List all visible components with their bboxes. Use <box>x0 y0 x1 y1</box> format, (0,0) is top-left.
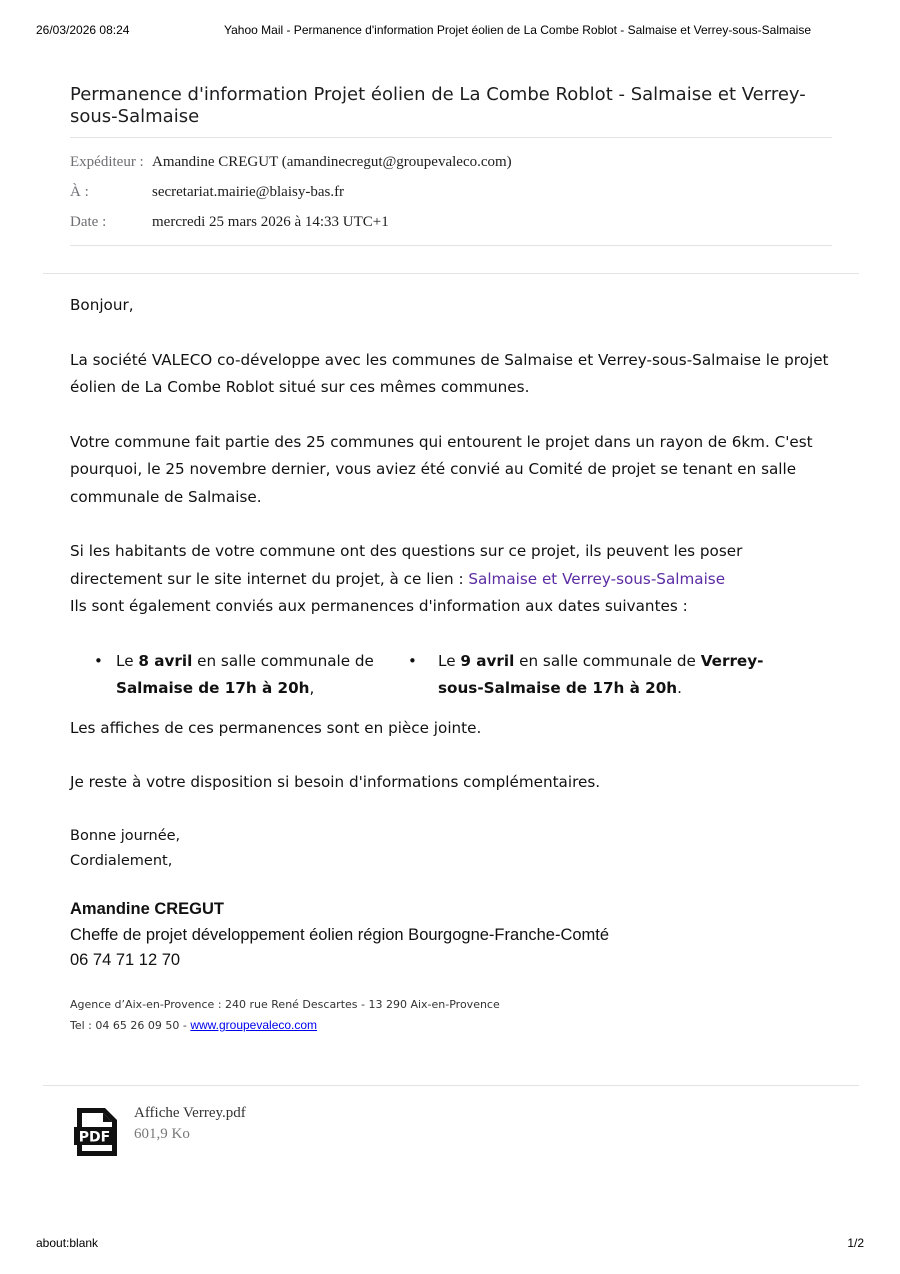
attachment-filename[interactable]: Affiche Verrey.pdf <box>134 1105 246 1121</box>
to-label: À : <box>70 184 89 200</box>
pdf-icon-label: PDF <box>78 1129 111 1146</box>
signature-agency: Agence d’Aix-en-Provence : 240 rue René Descartes - 13 290 Aix-en-Provence <box>70 998 500 1011</box>
email-meta <box>70 151 830 241</box>
bullet1-pre: Le <box>116 651 139 670</box>
meta-from-row <box>70 151 830 181</box>
print-url: about:blank <box>36 1236 99 1250</box>
to-value[interactable]: secretariat.mairie@blaisy-bas.fr <box>152 184 345 200</box>
meta-date-row <box>70 211 830 241</box>
print-footer <box>36 1236 864 1252</box>
attachment-divider <box>43 1085 859 1086</box>
bullet2-pre: Le <box>438 651 461 670</box>
bullet1-end: , <box>309 679 315 697</box>
date-value: mercredi 25 mars 2026 à 14:33 UTC+1 <box>152 214 389 230</box>
meta-to-row <box>70 181 830 211</box>
body-paragraph-5: Je reste à votre disposition si besoin d'informations complémentaires. <box>70 773 601 791</box>
print-datetime: 26/03/2026 08:24 <box>36 23 130 37</box>
email-subject: Permanence d'information Projet éolien de La Combe Roblot - Salmaise et Verrey-sous-Salmaise <box>70 84 806 127</box>
bullet2-mid: en salle communale de <box>514 651 701 670</box>
website-link[interactable]: www.groupevaleco.com <box>190 1018 318 1032</box>
signature-phone: 06 74 71 12 70 <box>70 951 181 969</box>
permanence-dates-list <box>70 648 830 703</box>
signature-tel-text: Tel : 04 65 26 09 50 - <box>70 1019 191 1032</box>
signature-tel <box>70 1018 317 1032</box>
bullet2-place-time: Verrey-sous-Salmaise de 17h à 20h <box>438 651 764 697</box>
closing-line-1: Bonne journée, <box>70 827 181 844</box>
list-item <box>392 648 768 703</box>
signature-role: Cheffe de projet développement éolien région Bourgogne-Franche-Comté <box>70 926 610 944</box>
from-value[interactable]: Amandine CREGUT (amandinecregut@groupevaleco.com) <box>152 154 512 170</box>
header-body-divider <box>43 273 859 274</box>
date-label: Date : <box>70 214 107 230</box>
subject-divider <box>70 137 832 138</box>
print-header <box>36 23 864 39</box>
meta-divider <box>70 245 832 246</box>
p3-after: Ils sont également conviés aux permanences d'information aux dates suivantes : <box>70 597 688 615</box>
bullet1-date: 8 avril <box>138 651 193 670</box>
body-paragraph-3 <box>70 538 830 621</box>
signature-name: Amandine CREGUT <box>70 900 225 918</box>
greeting: Bonjour, <box>70 296 134 314</box>
attachment-size: 601,9 Ko <box>134 1126 190 1142</box>
email-body <box>70 292 830 899</box>
body-paragraph-1: La société VALECO co-développe avec les communes de Salmaise et Verrey-sous-Salmaise le projet éolien de La Combe Roblot situé sur ces mêmes communes. <box>70 350 829 396</box>
pdf-file-icon <box>73 1106 121 1158</box>
bullet1-mid: en salle communale de <box>192 651 374 670</box>
closing-line-2: Cordialement, <box>70 852 173 869</box>
project-website-link[interactable]: Salmaise et Verrey-sous-Salmaise <box>468 569 726 588</box>
bullet2-end: . <box>677 679 682 697</box>
print-page-number: 1/2 <box>847 1236 864 1250</box>
print-page-title: Yahoo Mail - Permanence d'information Projet éolien de La Combe Roblot - Salmaise et Verrey-sous-Salmaise <box>224 23 812 37</box>
body-paragraph-2: Votre commune fait partie des 25 communes qui entourent le projet dans un rayon de 6km. C'est pourquoi, le 25 novembre dernier, vous aviez été convié au Comité de projet se tenant en salle communale de Salmaise. <box>70 432 813 506</box>
p3-intro: Si les habitants de votre commune ont des questions sur ce projet, ils peuvent les poser directement sur le site internet du projet, à ce lien : <box>70 542 743 588</box>
bullet2-date: 9 avril <box>460 651 515 670</box>
attachment-card[interactable] <box>70 1102 470 1162</box>
body-paragraph-4: Les affiches de ces permanences sont en pièce jointe. <box>70 718 482 737</box>
bullet1-place-time: Salmaise de 17h à 20h <box>116 679 310 697</box>
from-label: Expéditeur : <box>70 154 144 170</box>
list-item <box>70 648 446 703</box>
closing <box>70 824 830 874</box>
